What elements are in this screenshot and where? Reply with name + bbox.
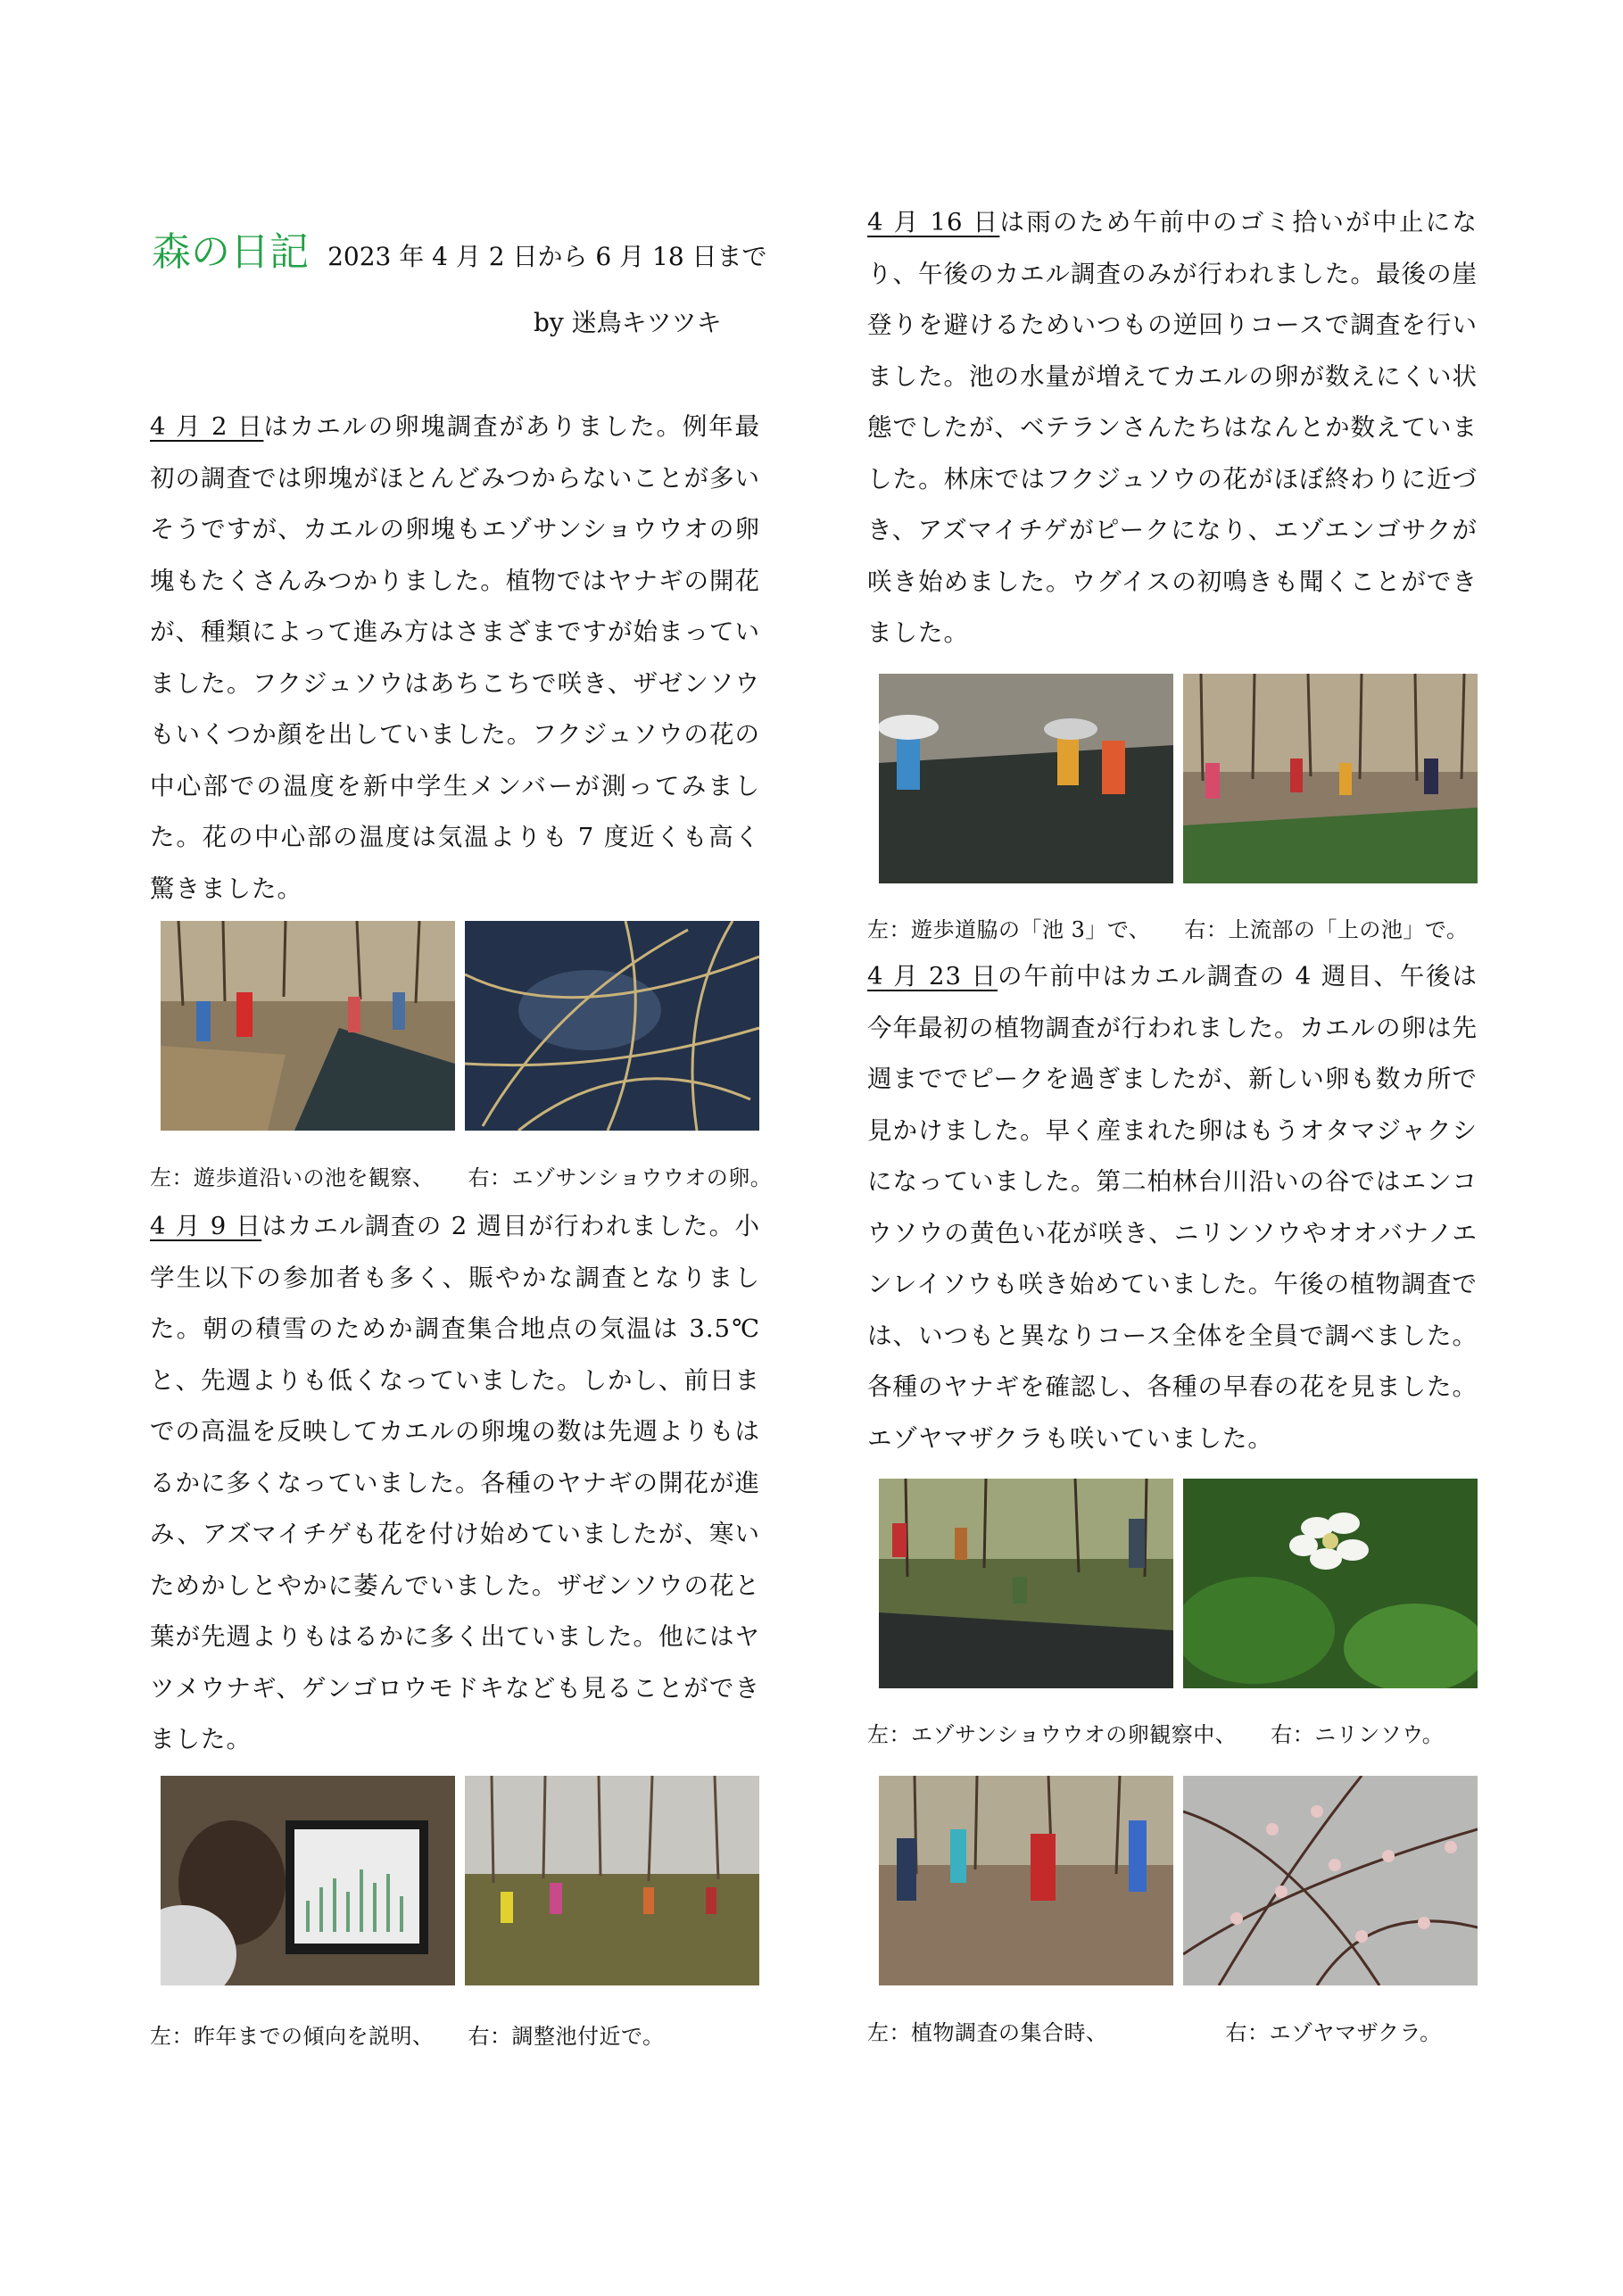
entry-apr23 <box>867 951 1478 1464</box>
byline: by 迷鳥キツツキ <box>534 308 722 337</box>
title-text: 森の日記 <box>152 229 309 275</box>
caption-left: 左：昨年までの傾向を説明、 <box>150 2024 435 2049</box>
photo-trend-explanation <box>161 1776 455 1985</box>
caption-apr16-photos <box>867 912 1468 943</box>
caption-right: 右：上流部の「上の池」で。 <box>1184 917 1469 942</box>
date-range: 2023 年 4 月 2 日から 6 月 18 日まで <box>327 242 767 271</box>
caption-left: 左：遊歩道脇の「池 3」で、 <box>867 917 1151 942</box>
entry-apr16 <box>867 197 1478 659</box>
caption-left: 左：植物調査の集合時、 <box>867 2020 1108 2045</box>
photo-ezoyamazakura <box>1183 1776 1478 1985</box>
caption-apr2-photos <box>150 1160 772 1191</box>
caption-left: 左：遊歩道沿いの池を観察、 <box>150 1165 435 1190</box>
entry-text: はカエルの卵塊調査がありました。例年最初の調査では卵塊がほとんどみつからないことが多いそうですが、カエルの卵塊もエゾサンショウウオの卵塊もたくさんみつかりました。植物ではヤナギの開花が、種類によって進み方はさまざまですが始まっていました。フクジュソウはあちこちで咲き、ザゼンソウもいくつか顔を出していました。フクジュソウの花の中心部での温度を新中学生メンバーが測ってみました。花の中心部の温度は気温よりも 7 度近くも高く驚きました。 <box>150 412 761 903</box>
caption-right: 右：ニリンソウ。 <box>1271 1722 1445 1747</box>
entry-date: 4 月 23 日 <box>867 962 998 991</box>
photo-plant-survey-gathering <box>879 1776 1173 1985</box>
caption-apr9-photos <box>150 2018 665 2050</box>
photo-salamander-eggs <box>465 921 759 1131</box>
caption-apr23-photos-1 <box>867 1717 1444 1748</box>
photo-reservoir-area <box>465 1776 759 1985</box>
entry-text: の午前中はカエル調査の 4 週目、午後は今年最初の植物調査が行われました。カエルの卵は先週まででピークを過ぎましたが、新しい卵も数カ所で見かけました。早く産まれた卵はもうオタマジャクシになっていました。第二柏林台川沿いの谷ではエンコウソウの黄色い花が咲き、ニリンソウやオオバナノエンレイソウも咲き始めていました。午後の植物調査では、いつもと異なりコース全体を全員で調べました。各種のヤナギを確認し、各種の早春の花を見ました。エゾヤマザクラも咲いていました。 <box>867 962 1478 1453</box>
entry-text: は雨のため午前中のゴミ拾いが中止になり、午後のカエル調査のみが行われました。最後の崖登りを避けるためいつもの逆回りコースで調査を行いました。池の水量が増えてカエルの卵が数えにくい状態でしたが、ベテランさんたちはなんとか数えていました。林床ではフクジュソウの花がほぼ終わりに近づき、アズマイチゲがピークになり、エゾエンゴサクが咲き始めました。ウグイスの初鳴きも聞くことができました。 <box>867 208 1478 647</box>
entry-apr9 <box>150 1201 760 1766</box>
photo-pond3 <box>879 674 1173 883</box>
caption-right: 右：エゾサンショウウオの卵。 <box>468 1165 773 1190</box>
caption-right: 右：調整池付近で。 <box>468 2024 665 2049</box>
entry-date: 4 月 16 日 <box>867 208 1000 236</box>
entry-date: 4 月 2 日 <box>150 412 264 441</box>
caption-left: 左：エゾサンショウウオの卵観察中、 <box>867 1722 1238 1747</box>
photo-nirinso-flower <box>1183 1479 1478 1688</box>
caption-right: 右：エゾヤマザクラ。 <box>1225 2020 1442 2045</box>
caption-apr23-photos-2 <box>867 2015 1442 2046</box>
entry-apr2 <box>150 402 760 915</box>
photo-pond-path-observation <box>161 921 455 1131</box>
entry-date: 4 月 9 日 <box>150 1212 262 1240</box>
photo-salamander-observation <box>879 1479 1173 1688</box>
entry-text: はカエル調査の 2 週目が行われました。小学生以下の参加者も多く、賑やかな調査となりました。朝の積雪のためか調査集合地点の気温は 3.5℃と、先週よりも低くなっていました。しかし、前日までの高温を反映してカエルの卵塊の数は先週よりもはるかに多くなっていました。各種のヤナギの開花が進み、アズマイチゲも花を付け始めていましたが、寒いためかしとやかに萎んでいました。ザゼンソウの花と葉が先週よりもはるかに多く出ていました。他にはヤツメウナギ、ゲンゴロウモドキなども見ることができました。 <box>150 1212 760 1753</box>
photo-upper-pond <box>1183 674 1478 883</box>
page-title <box>152 220 767 277</box>
